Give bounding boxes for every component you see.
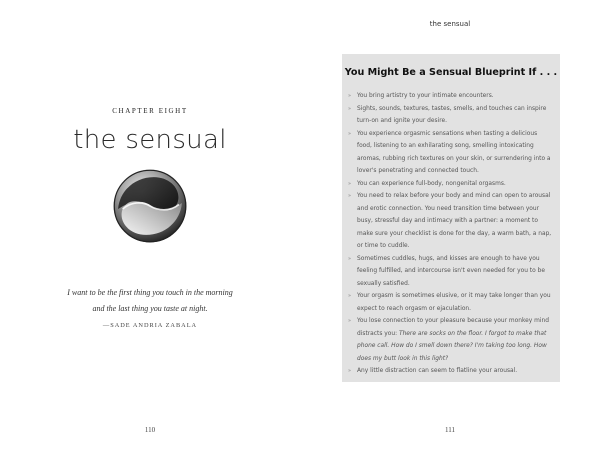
bullet-text: Sometimes cuddles, hugs, and kisses are enough to have you feeling fulfilled, and intercourse isn't even needed for you to be sexually satisfied.: [357, 255, 545, 287]
epigraph-attribution: —SADE ANDRIA ZABALA: [102, 322, 198, 329]
sidebar-bullet-item: [348, 190, 553, 253]
bullet-text: You can experience full-body, nongenital orgasms.: [357, 180, 506, 187]
yin-yang-swirl-emblem-icon: [112, 168, 188, 244]
bullet-text: You need to relax before your body and mind can open to arousal and erotic connection. You need transition time between your busy, stressful day and intimacy with a partner: a moment to make sure your checklist is done for the day, a warm bath, a nap, or time to cuddle.: [357, 193, 552, 249]
bullet-italic-text: There are socks on the floor. I forgot to make that phone call. How do I smell down there? I'm taking too long. How does my butt look in this light?: [357, 330, 547, 362]
chapter-label: CHAPTER EIGHT: [112, 107, 188, 115]
epigraph: [40, 285, 260, 317]
bullet-icon: »: [348, 193, 352, 199]
bullet-icon: »: [348, 130, 352, 137]
sensual-blueprint-sidebar: [342, 54, 560, 382]
sidebar-bullet-item: [348, 128, 553, 178]
bullet-icon: »: [348, 255, 352, 262]
bullet-icon: »: [348, 318, 352, 324]
page-number-right: 111: [445, 426, 455, 434]
bullet-text: You bring artistry to your intimate encounters.: [357, 93, 494, 99]
sidebar-bullet-item: [348, 365, 553, 378]
page-number-left: 110: [144, 426, 156, 434]
sidebar-title: You Might Be a Sensual Blueprint If . . .: [344, 67, 558, 78]
sidebar-bullet-list: [348, 90, 553, 378]
bullet-text: Sights, sounds, textures, tastes, smells, and touches can inspire turn-on and ignite your desire.: [357, 105, 547, 124]
sidebar-bullet-item: [348, 90, 553, 103]
epigraph-line-2: and the last thing you taste at night.: [92, 304, 208, 313]
bullet-icon: »: [348, 180, 352, 187]
bullet-text: You experience orgasmic sensations when tasting a delicious food, listening to an exhilarating song, smelling intoxicating aromas, rubbing rich textures on your skin, or surrendering into a lover's penetrating and connected touch.: [357, 130, 551, 174]
bullet-icon: »: [348, 368, 352, 374]
bullet-icon: »: [348, 105, 352, 112]
bullet-icon: »: [348, 93, 352, 99]
bullet-text: Any little distraction can seem to flatline your arousal.: [357, 368, 518, 374]
bullet-text: Your orgasm is sometimes elusive, or it may take longer than you expect to reach orgasm or ejaculation.: [357, 293, 551, 312]
chapter-title: the sensual: [73, 125, 227, 155]
sidebar-bullet-item: [348, 315, 553, 365]
sidebar-bullet-item: [348, 103, 553, 128]
running-head: the sensual: [429, 20, 471, 28]
right-page: [300, 0, 600, 450]
sidebar-bullet-item: [348, 253, 553, 291]
sidebar-bullet-item: [348, 178, 553, 191]
bullet-icon: »: [348, 293, 352, 299]
epigraph-line-1: I want to be the first thing you touch in the morning: [67, 288, 233, 297]
sidebar-bullet-item: [348, 290, 553, 315]
bullet-text: You lose connection to your pleasure because your monkey mind distracts you:: [357, 318, 549, 337]
